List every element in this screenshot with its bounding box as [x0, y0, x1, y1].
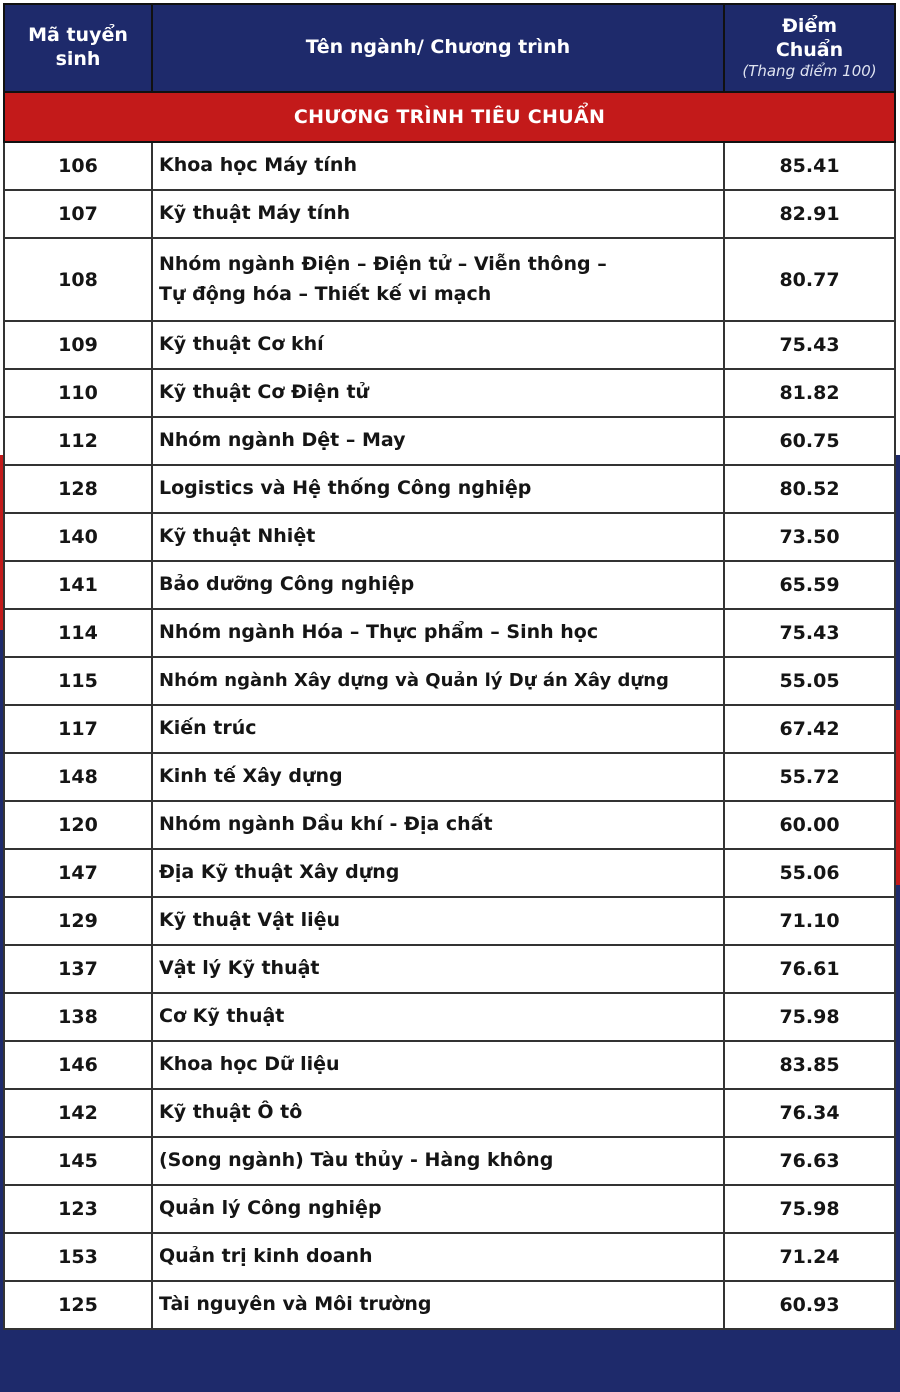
table-row [4, 1089, 895, 1137]
table-row [4, 142, 895, 190]
row-name: Kỹ thuật Nhiệt [152, 513, 724, 561]
row-score: 55.06 [724, 849, 895, 897]
row-score: 60.00 [724, 801, 895, 849]
row-name: Địa Kỹ thuật Xây dựng [152, 849, 724, 897]
header-score-scale: (Thang điểm 100) [742, 62, 877, 81]
row-name-line-1: Nhóm ngành Điện – Điện tử – Viễn thông – [159, 253, 607, 276]
header-score: Điểm Chuẩn [775, 14, 844, 61]
row-code: 107 [4, 190, 152, 238]
row-code: 153 [4, 1233, 152, 1281]
row-code: 123 [4, 1185, 152, 1233]
row-score: 75.43 [724, 609, 895, 657]
table-row [4, 1185, 895, 1233]
row-name: Kỹ thuật Cơ khí [152, 321, 724, 369]
row-code: 112 [4, 417, 152, 465]
row-name: Vật lý Kỹ thuật [152, 945, 724, 993]
row-name: Kỹ thuật Cơ Điện tử [152, 369, 724, 417]
table-row [4, 705, 895, 753]
admission-scores-table [3, 3, 896, 1330]
row-score: 55.05 [724, 657, 895, 705]
row-code: 140 [4, 513, 152, 561]
row-code: 106 [4, 142, 152, 190]
table-row [4, 609, 895, 657]
table-row [4, 1137, 895, 1185]
row-code: 147 [4, 849, 152, 897]
row-code: 137 [4, 945, 152, 993]
header-code: Mã tuyển sinh [4, 4, 152, 92]
table-row [4, 417, 895, 465]
row-code: 145 [4, 1137, 152, 1185]
header-name: Tên ngành/ Chương trình [152, 4, 724, 92]
row-score: 60.93 [724, 1281, 895, 1329]
table-row [4, 897, 895, 945]
row-score: 82.91 [724, 190, 895, 238]
row-code: 109 [4, 321, 152, 369]
row-score: 75.98 [724, 1185, 895, 1233]
table-row [4, 1281, 895, 1329]
row-score: 80.77 [724, 238, 895, 321]
section-title: CHƯƠNG TRÌNH TIÊU CHUẨN [4, 92, 895, 142]
row-name: (Song ngành) Tàu thủy - Hàng không [152, 1137, 724, 1185]
table-row [4, 849, 895, 897]
row-code: 110 [4, 369, 152, 417]
row-code: 108 [4, 238, 152, 321]
row-code: 120 [4, 801, 152, 849]
row-score: 60.75 [724, 417, 895, 465]
row-name: Quản lý Công nghiệp [152, 1185, 724, 1233]
table-row [4, 753, 895, 801]
row-name: Kỹ thuật Máy tính [152, 190, 724, 238]
row-name: Nhóm ngành Dệt – May [152, 417, 724, 465]
row-name: Khoa học Dữ liệu [152, 1041, 724, 1089]
row-score: 76.63 [724, 1137, 895, 1185]
row-score: 76.61 [724, 945, 895, 993]
row-code: 138 [4, 993, 152, 1041]
row-score: 71.24 [724, 1233, 895, 1281]
table-row [4, 1233, 895, 1281]
row-score: 75.43 [724, 321, 895, 369]
row-name: Tài nguyên và Môi trường [152, 1281, 724, 1329]
row-code: 141 [4, 561, 152, 609]
row-name: Kiến trúc [152, 705, 724, 753]
row-name: Quản trị kinh doanh [152, 1233, 724, 1281]
table-row [4, 801, 895, 849]
row-score: 80.52 [724, 465, 895, 513]
table-header-row [4, 4, 895, 92]
row-name: Kỹ thuật Ô tô [152, 1089, 724, 1137]
row-code: 128 [4, 465, 152, 513]
table-row [4, 465, 895, 513]
table-row [4, 513, 895, 561]
row-score: 55.72 [724, 753, 895, 801]
row-code: 125 [4, 1281, 152, 1329]
row-code: 114 [4, 609, 152, 657]
row-name: Nhóm ngành Xây dựng và Quản lý Dự án Xây dựng [152, 657, 724, 705]
row-code: 115 [4, 657, 152, 705]
row-code: 142 [4, 1089, 152, 1137]
table-row [4, 190, 895, 238]
row-code: 146 [4, 1041, 152, 1089]
row-score: 75.98 [724, 993, 895, 1041]
row-score: 83.85 [724, 1041, 895, 1089]
table-row [4, 1041, 895, 1089]
row-score: 67.42 [724, 705, 895, 753]
row-code: 129 [4, 897, 152, 945]
row-name: Khoa học Máy tính [152, 142, 724, 190]
table-row [4, 238, 895, 321]
row-name-line-2: Tự động hóa – Thiết kế vi mạch [159, 282, 492, 305]
row-score: 65.59 [724, 561, 895, 609]
table-row [4, 945, 895, 993]
table-row [4, 993, 895, 1041]
row-code: 117 [4, 705, 152, 753]
row-name: Nhóm ngành Hóa – Thực phẩm – Sinh học [152, 609, 724, 657]
section-row [4, 92, 895, 142]
table-row [4, 369, 895, 417]
row-name-cell [152, 238, 724, 321]
row-score: 73.50 [724, 513, 895, 561]
table-row [4, 561, 895, 609]
row-name: Bảo dưỡng Công nghiệp [152, 561, 724, 609]
row-name: Kinh tế Xây dựng [152, 753, 724, 801]
table-row [4, 321, 895, 369]
row-score: 71.10 [724, 897, 895, 945]
row-name: Kỹ thuật Vật liệu [152, 897, 724, 945]
row-score: 76.34 [724, 1089, 895, 1137]
table-row [4, 657, 895, 705]
row-name: Logistics và Hệ thống Công nghiệp [152, 465, 724, 513]
row-name: Nhóm ngành Dầu khí - Địa chất [152, 801, 724, 849]
row-name: Cơ Kỹ thuật [152, 993, 724, 1041]
header-score-cell [724, 4, 895, 92]
row-score: 81.82 [724, 369, 895, 417]
row-score: 85.41 [724, 142, 895, 190]
row-code: 148 [4, 753, 152, 801]
